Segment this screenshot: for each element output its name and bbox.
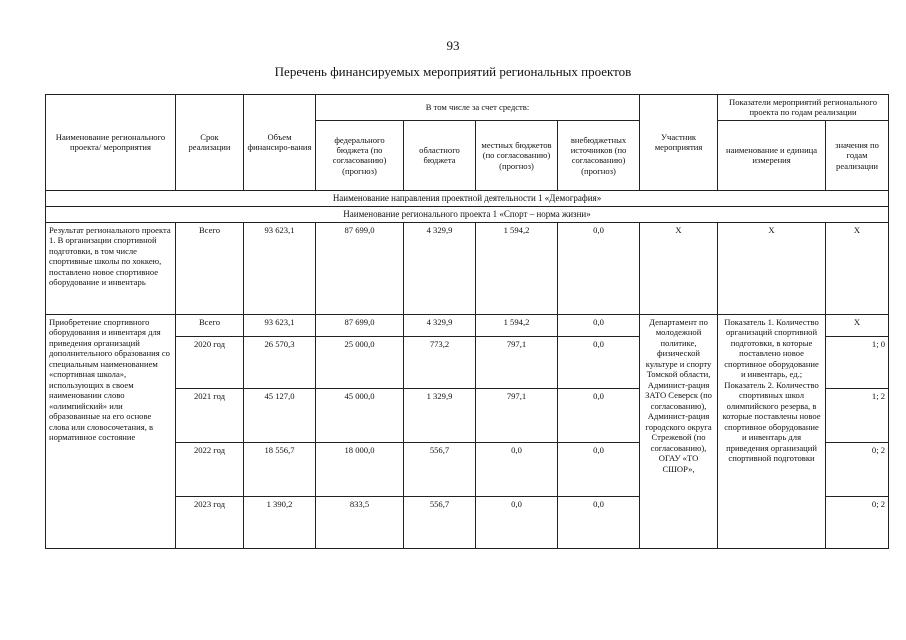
page-number: 93: [446, 38, 460, 53]
section-direction: Наименование направления проектной деятельности 1 «Демография»: [46, 190, 889, 206]
measure-extra: 0,0: [558, 496, 640, 548]
header-term: Срок реализации: [176, 95, 244, 191]
measure-name: Приобретение спортивного оборудования и инвентаря для приведения организаций дополнительного образования со специальным наименованием «спортивная школа», использующих в своем наименовании слово «олимпийский» или образованные на его основе слова или словосочетания, в нормативное состояние: [46, 314, 176, 548]
result-regional: 4 329,9: [404, 222, 476, 314]
measure-volume: 1 390,2: [244, 496, 316, 548]
measure-indicator-value: 1; 2: [826, 388, 889, 442]
result-volume: 93 623,1: [244, 222, 316, 314]
header-regional: областного бюджета: [404, 120, 476, 190]
measure-extra: 0,0: [558, 336, 640, 388]
measure-term: 2020 год: [176, 336, 244, 388]
header-indicators-group: Показатели мероприятий регионального проекта по годам реализации: [718, 95, 889, 121]
result-extra: 0,0: [558, 222, 640, 314]
measure-volume: 26 570,3: [244, 336, 316, 388]
section-project: Наименование регионального проекта 1 «Спорт – норма жизни»: [46, 206, 889, 222]
measure-regional: 4 329,9: [404, 314, 476, 336]
measure-extra: 0,0: [558, 388, 640, 442]
measure-extra: 0,0: [558, 314, 640, 336]
result-participant: Х: [640, 222, 718, 314]
measure-participant: Департамент по молодежной политике, физической культуре и спорту Томской области, Админист-рация ЗАТО Северск (по согласованию), Админист-рация городского округа Стрежевой (по согласованию), ОГАУ «ТО СШОР»,: [640, 314, 718, 548]
measure-extra: 0,0: [558, 442, 640, 496]
header-indicator-name: наименование и единица измерения: [718, 120, 826, 190]
measure-indicator-value: Х: [826, 314, 889, 336]
measure-term: Всего: [176, 314, 244, 336]
header-volume: Объем финансиро-вания: [244, 95, 316, 191]
financing-table: [45, 94, 889, 549]
result-term: Всего: [176, 222, 244, 314]
measure-volume: 18 556,7: [244, 442, 316, 496]
measure-local: 797,1: [476, 388, 558, 442]
measure-local: 0,0: [476, 442, 558, 496]
measure-volume: 45 127,0: [244, 388, 316, 442]
measure-row-total: [46, 314, 889, 336]
result-name: Результат регионального проекта 1. В организации спортивной подготовки, в том числе спортивные школы по хоккею, поставлено новое спортивное оборудование и инвентарь: [46, 222, 176, 314]
measure-term: 2022 год: [176, 442, 244, 496]
measure-federal: 45 000,0: [316, 388, 404, 442]
measure-federal: 87 699,0: [316, 314, 404, 336]
result-indicator-values: Х: [826, 222, 889, 314]
header-local: местных бюджетов (по согласованию) (прогноз): [476, 120, 558, 190]
measure-term: 2023 год: [176, 496, 244, 548]
result-local: 1 594,2: [476, 222, 558, 314]
measure-indicator-value: 0; 2: [826, 442, 889, 496]
measure-volume: 93 623,1: [244, 314, 316, 336]
measure-regional: 1 329,9: [404, 388, 476, 442]
measure-federal: 833,5: [316, 496, 404, 548]
header-extra: внебюджетных источников (по согласованию) (прогноз): [558, 120, 640, 190]
result-federal: 87 699,0: [316, 222, 404, 314]
result-row: [46, 222, 889, 314]
measure-indicator-value: 0; 2: [826, 496, 889, 548]
header-indicator-values: значения по годам реализации: [826, 120, 889, 190]
document-title: Перечень финансируемых мероприятий региональных проектов: [274, 64, 632, 79]
measure-indicator-value: 1; 0: [826, 336, 889, 388]
header-name: Наименование регионального проекта/ мероприятия: [46, 95, 176, 191]
measure-regional: 773,2: [404, 336, 476, 388]
header-participant: Участник мероприятия: [640, 95, 718, 191]
measure-local: 1 594,2: [476, 314, 558, 336]
header-federal: федерального бюджета (по согласованию) (прогноз): [316, 120, 404, 190]
measure-indicator-name: Показатель 1. Количество организаций спортивной подготовки, в которые поставлено новое спортивное оборудование и инвентарь, ед.; Показатель 2. Количество спортивных школ олимпийского резерва, в которые поставлены новое спортивное оборудование и инвентарь для приведения организаций спортивной подготовки: [718, 314, 826, 548]
measure-federal: 25 000,0: [316, 336, 404, 388]
measure-local: 797,1: [476, 336, 558, 388]
measure-regional: 556,7: [404, 442, 476, 496]
measure-local: 0,0: [476, 496, 558, 548]
measure-federal: 18 000,0: [316, 442, 404, 496]
measure-term: 2021 год: [176, 388, 244, 442]
header-sources-group: В том числе за счет средств:: [316, 95, 640, 121]
measure-regional: 556,7: [404, 496, 476, 548]
result-indicator-name: Х: [718, 222, 826, 314]
